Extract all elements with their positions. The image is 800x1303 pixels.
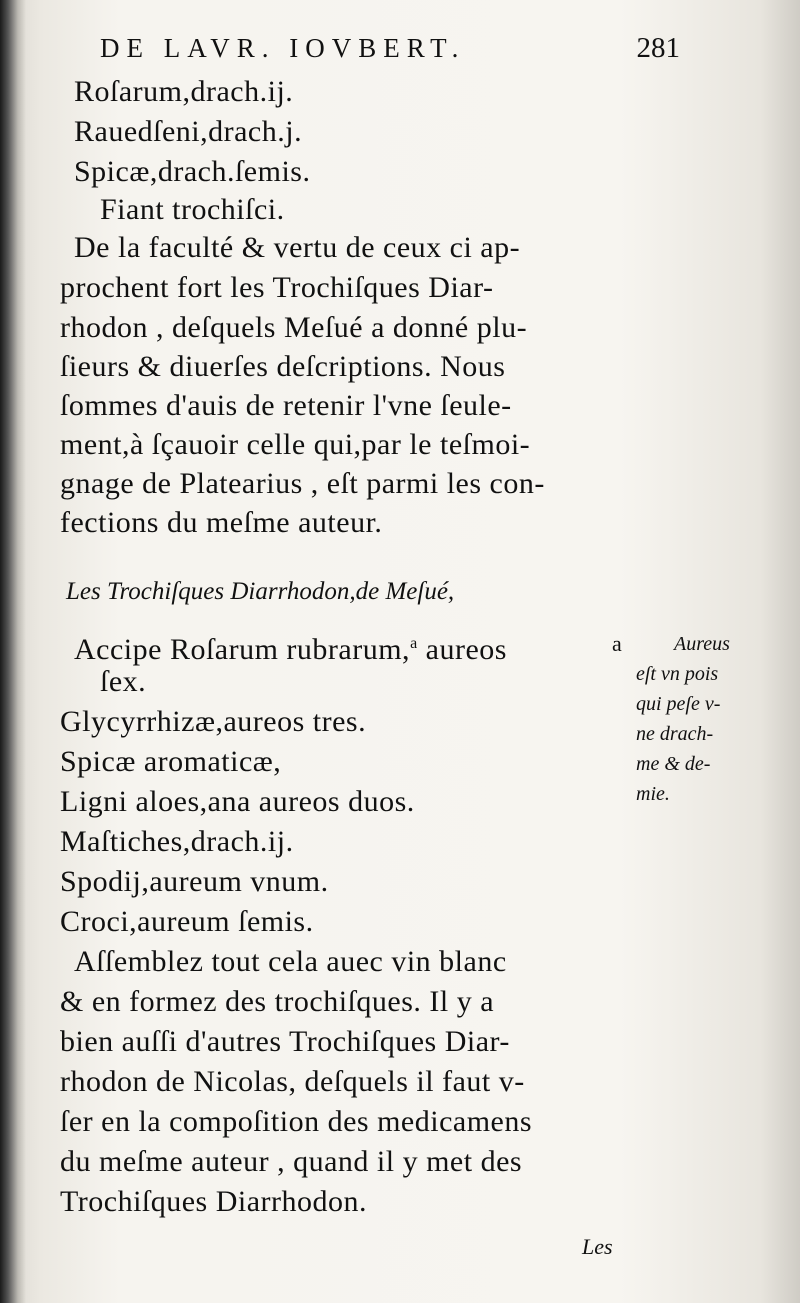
page-spine-shadow (0, 0, 26, 1303)
marginal-note-marker: a (612, 631, 622, 656)
recipe-line: Croci,aureum ſemis. (60, 905, 314, 938)
paragraph-line: ſommes d'auis de retenir l'vne ſeule- (60, 389, 512, 422)
paragraph-line: du meſme auteur , quand il y met des (60, 1145, 523, 1178)
paragraph-line: ſer en la compoſition des medicamens (60, 1105, 533, 1138)
paragraph-line: fections du meſme auteur. (60, 506, 383, 539)
catchword: Les (582, 1234, 613, 1259)
recipe-top-line: Roſarum,drach.ij. (74, 75, 294, 108)
recipe-line: Spicæ aromaticæ, (60, 745, 282, 778)
running-title: DE LAVR. IOVBERT. (100, 33, 466, 63)
marginal-note-line: ne drach- (636, 723, 714, 745)
paragraph-line: & en formez des trochiſques. Il y a (60, 985, 495, 1018)
recipe-line: Ligni aloes,ana aureos duos. (60, 785, 415, 818)
section-title: Les Trochiſques Diarrhodon,de Meſué, (66, 578, 455, 605)
page-header (100, 30, 680, 66)
paragraph-line: Aſſemblez tout cela auec vin blanc (74, 945, 507, 978)
recipe-top-line: Rauedſeni,drach.j. (74, 115, 303, 148)
paragraph-line: rhodon de Nicolas, deſquels il faut v- (60, 1065, 525, 1098)
paragraph-line: gnage de Platearius , eſt parmi les con- (60, 467, 545, 500)
recipe-line: ſex. (100, 665, 147, 698)
marginal-note-line: eſt vn pois (636, 663, 719, 685)
recipe-line: Spodij,aureum vnum. (60, 865, 329, 898)
paragraph-line: prochent fort les Trochiſques Diar- (60, 271, 494, 304)
recipe-top-line: Spicæ,drach.ſemis. (74, 155, 311, 188)
paragraph-line: ment,à ſçauoir celle qui,par le teſmoi- (60, 428, 531, 461)
recipe-top-line: Fiant trochiſci. (100, 193, 285, 226)
paragraph-line: rhodon , deſquels Meſué a donné plu- (60, 311, 528, 344)
paragraph-line: bien auſſi d'autres Trochiſques Diar- (60, 1025, 510, 1058)
paragraph-line: Trochiſques Diarrhodon. (60, 1185, 368, 1218)
recipe-line: Glycyrrhizæ,aureos tres. (60, 705, 367, 738)
paragraph-line: De la faculté & vertu de ceux ci ap- (74, 231, 521, 264)
page-number: 281 (636, 32, 680, 64)
paragraph-line: ſieurs & diuerſes deſcriptions. Nous (60, 350, 506, 383)
note-reference: a (410, 635, 418, 652)
marginal-note-line: mie. (636, 783, 670, 805)
recipe-line-text: Accipe Roſarum rubrarum, (74, 633, 411, 666)
recipe-line: Maſtiches,drach.ij. (60, 825, 294, 858)
marginal-note-line: Aureus (674, 633, 730, 655)
recipe-line-text: aureos (417, 633, 507, 666)
marginal-note-line: qui peſe v- (636, 693, 721, 715)
marginal-note-line: me & de- (636, 753, 711, 775)
